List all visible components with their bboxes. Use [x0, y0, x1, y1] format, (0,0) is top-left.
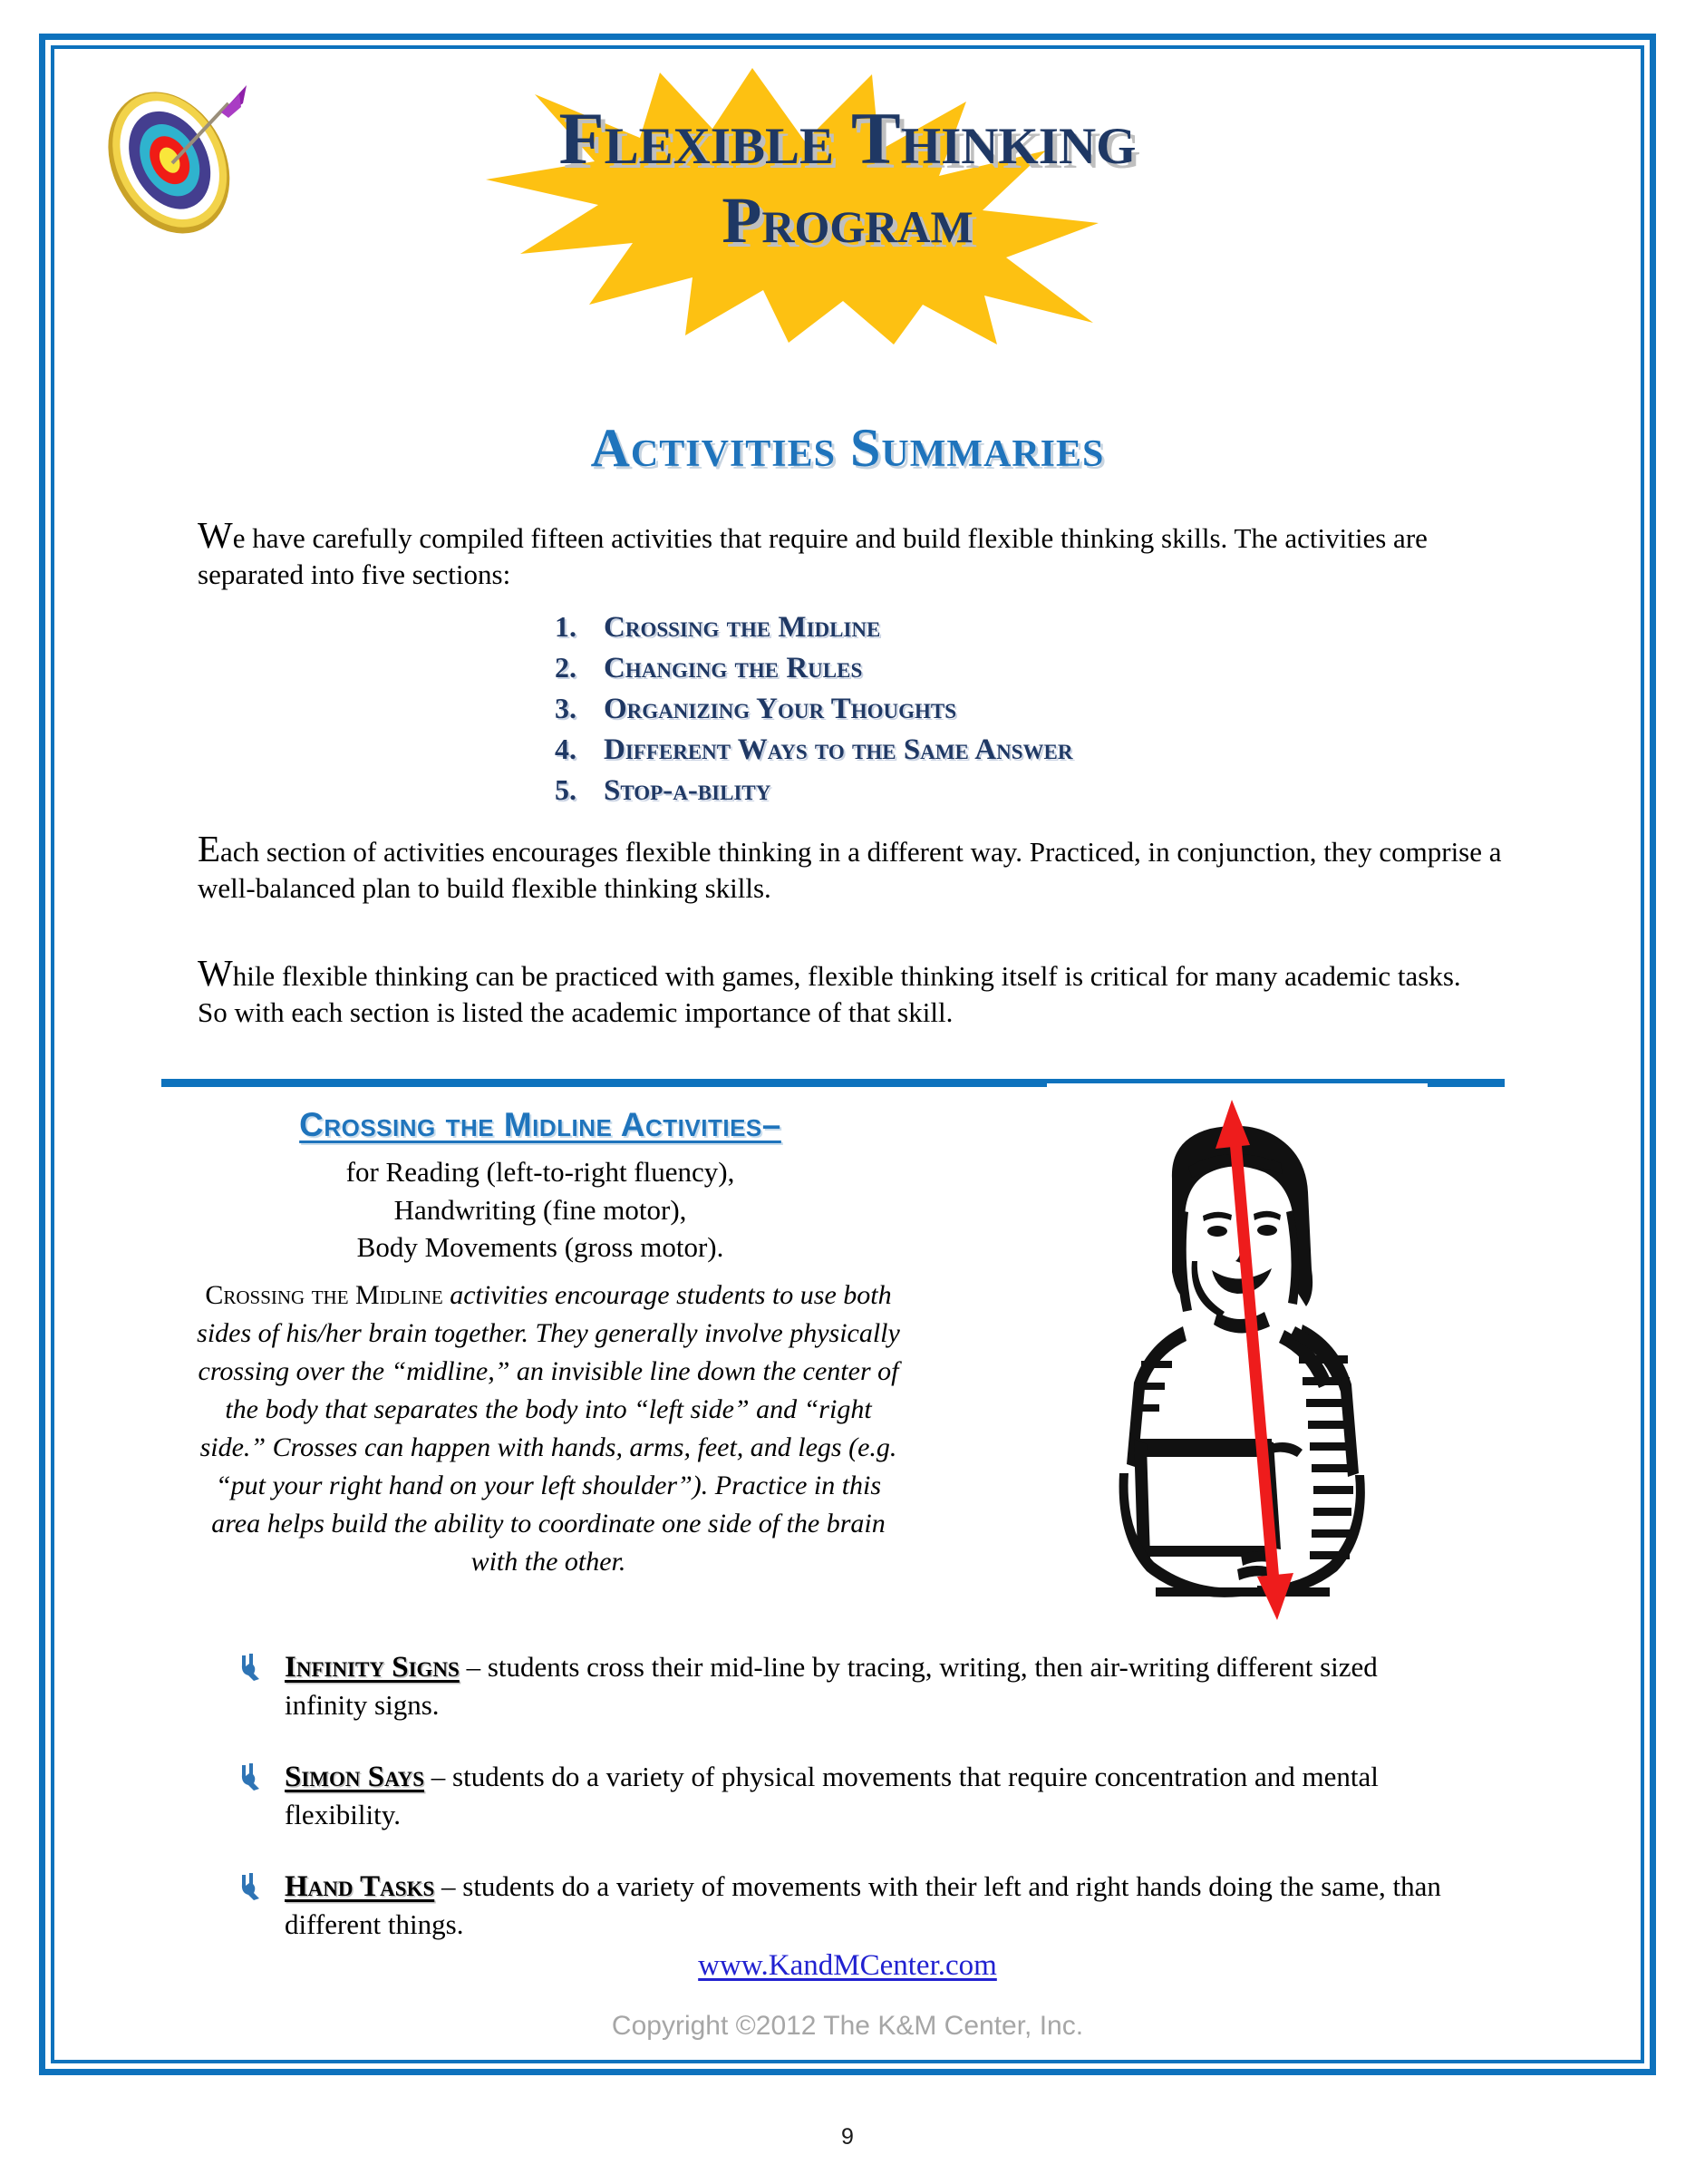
- description-lead: Crossing the Midline: [205, 1280, 443, 1310]
- intro-dropcap: W: [198, 514, 233, 556]
- program-logo: [426, 63, 1269, 345]
- list-item: [555, 771, 1280, 811]
- section-label: Stop-a-bility: [604, 773, 771, 807]
- while-text: hile flexible thinking can be practiced with games, flexible thinking itself is critical for many academic tasks. So with each section is listed the academic importance of that skill.: [198, 960, 1461, 1029]
- section-number: 5.: [555, 772, 576, 806]
- while-dropcap: W: [198, 952, 233, 994]
- activity-name: Simon Says: [285, 1761, 425, 1794]
- pen-pointer-icon: [237, 1648, 285, 1687]
- section-label: Crossing the Midline: [604, 611, 881, 644]
- activity-body: – students do a variety of physical movements that require concentration and mental flexibility.: [285, 1761, 1379, 1831]
- section-label: Changing the Rules: [604, 651, 863, 684]
- each-section-paragraph: [198, 828, 1503, 908]
- subtitle-line: Handwriting (fine motor),: [393, 1193, 687, 1226]
- activity-body: – students do a variety of movements with their left and right hands doing the same, than different things.: [285, 1870, 1441, 1941]
- list-item: [237, 1648, 1461, 1723]
- list-item: [555, 607, 1280, 648]
- activity-description: [285, 1868, 1461, 1943]
- activity-description: [285, 1758, 1461, 1833]
- crossing-section-subtitle: [196, 1153, 885, 1267]
- intro-text: e have carefully compiled fifteen activities that require and build flexible thinking skills. The activities are separated into five sections:: [198, 522, 1428, 591]
- pen-pointer-icon: [237, 1868, 285, 1907]
- list-item: [555, 730, 1280, 771]
- sections-list: [555, 607, 1280, 811]
- crossing-section-description: [190, 1276, 906, 1581]
- list-item: [237, 1758, 1461, 1833]
- section-label: Different Ways to the Same Answer: [604, 733, 1073, 766]
- section-number: 4.: [555, 732, 576, 765]
- logo-title-line-2: Program: [722, 184, 973, 257]
- target-bullseye-arrow-icon: [94, 80, 248, 234]
- activity-name: Infinity Signs: [285, 1651, 460, 1684]
- each-dropcap: E: [198, 828, 221, 869]
- section-number: 1.: [555, 610, 576, 643]
- copyright-notice: Copyright ©2012 The K&M Center, Inc.: [611, 2011, 1084, 2041]
- subtitle-line: Body Movements (gross motor).: [356, 1231, 724, 1264]
- subtitle-line: for Reading (left-to-right fluency),: [345, 1156, 735, 1188]
- list-item: [555, 689, 1280, 730]
- list-item: [555, 648, 1280, 689]
- activity-name: Hand Tasks: [285, 1870, 435, 1904]
- activities-list: [237, 1648, 1461, 1978]
- page-title: Activities Summaries: [590, 418, 1105, 478]
- intro-paragraph: [198, 514, 1485, 594]
- each-text: ach section of activities encourages flexible thinking in a different way. Practiced, in conjunction, they comprise a well-balanced plan to build flexible thinking skills.: [198, 836, 1502, 905]
- logo-title-line-1: Flexible Thinking: [558, 97, 1137, 180]
- website-link[interactable]: www.KandMCenter.com: [698, 1949, 997, 1982]
- list-item: [237, 1868, 1461, 1943]
- pen-pointer-icon: [237, 1758, 285, 1797]
- description-body: activities encourage students to use both sides of his/her brain together. They generally involve physically crossing over the “midline,” an invisible line down the center of the body that separates the body into “left side” and “right side.” Crosses can happen with hands, arms, feet, and legs (e.g. “put your right hand on your left shoulder”). Practice in this area helps build the ability to coordinate one side of the brain with the other.: [197, 1280, 900, 1577]
- section-label: Organizing Your Thoughts: [604, 692, 957, 725]
- activity-body: – students cross their mid-line by tracing, writing, then air-writing different sized infinity signs.: [285, 1651, 1378, 1721]
- activity-description: [285, 1648, 1461, 1723]
- student-holding-books-with-midline-arrow: [1047, 1083, 1428, 1627]
- section-number: 3.: [555, 691, 576, 724]
- crossing-section-heading: Crossing the Midline Activities–: [299, 1106, 781, 1143]
- section-number: 2.: [555, 650, 576, 684]
- while-paragraph: [198, 952, 1485, 1032]
- page-number: 9: [841, 2124, 854, 2150]
